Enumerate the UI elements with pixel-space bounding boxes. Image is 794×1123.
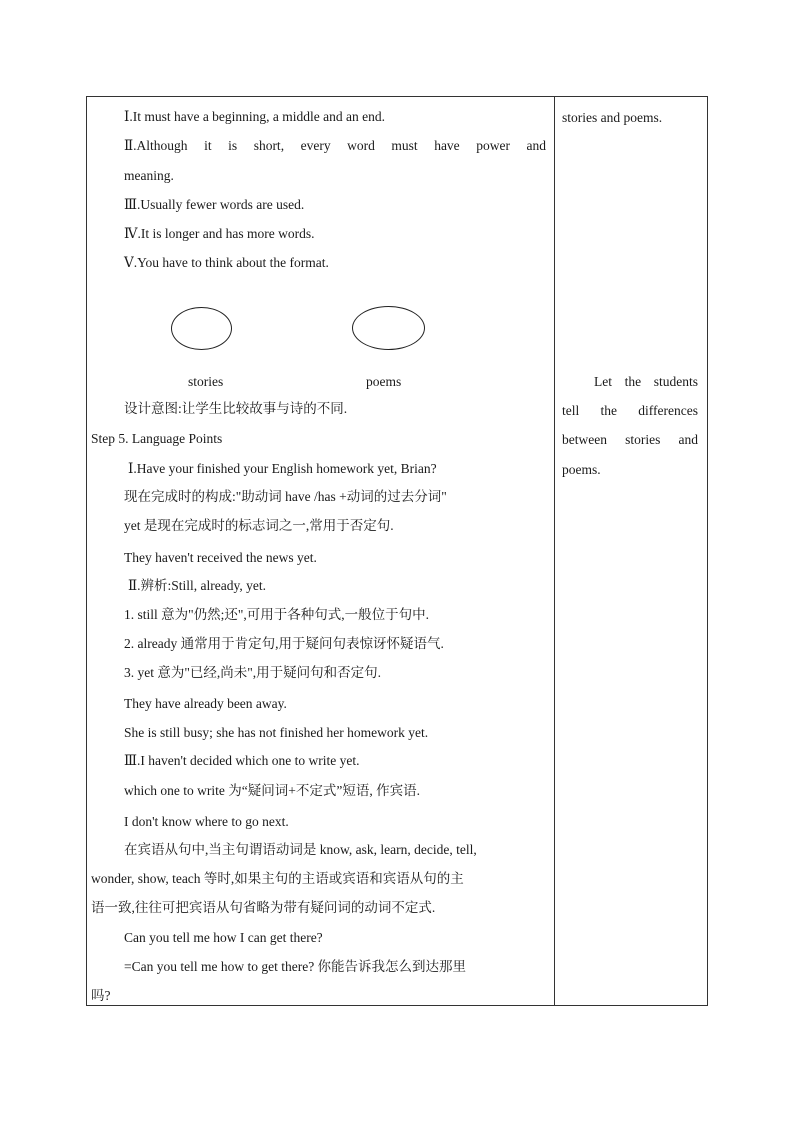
stories-ellipse <box>171 307 232 350</box>
lp1-question: Ⅰ.Have your finished your English homework yet, Brian? <box>128 461 437 476</box>
list-item-2: Ⅱ.Although it is short, every word must have power and <box>124 138 546 153</box>
list-item-3: Ⅲ.Usually fewer words are used. <box>124 197 305 212</box>
lp3-example-question: Can you tell me how I can get there? <box>124 930 323 945</box>
lp3-rule-line-2: wonder, show, teach 等时,如果主句的主语或宾语和宾语从句的主 <box>91 871 464 886</box>
lp3-example-equivalent-cont: 吗? <box>91 988 111 1003</box>
list-item-4: Ⅳ.It is longer and has more words. <box>124 226 315 241</box>
lp2-item-3: 3. yet 意为"已经,尚未",用于疑问句和否定句. <box>124 665 382 680</box>
lp3-rule-line-1: 在宾语从句中,当主句谓语动词是 know, ask, learn, decide, tell, <box>124 842 477 857</box>
lp1-example: They haven't received the news yet. <box>124 550 317 565</box>
ellipse-label-stories: stories <box>188 374 224 389</box>
lp3-note: which one to write 为“疑问词+不定式”短语, 作宾语. <box>124 783 420 798</box>
list-item-1: Ⅰ.It must have a beginning, a middle and an end. <box>124 109 386 124</box>
lp3-example-equivalent: =Can you tell me how to get there? 你能告诉我怎么到达那里 <box>124 959 467 974</box>
list-item-5: Ⅴ.You have to think about the format. <box>124 255 329 270</box>
right-note-line-2: tell the differences <box>562 403 698 418</box>
lp3-rule-line-3: 语一致,往往可把宾语从句省略为带有疑问词的动词不定式. <box>91 900 436 915</box>
lp3-example: I don't know where to go next. <box>124 814 289 829</box>
lp1-form: 现在完成时的构成:"助动词 have /has +动词的过去分词" <box>124 489 447 504</box>
design-intent: 设计意图:让学生比较故事与诗的不同. <box>124 401 348 416</box>
lp2-example-2: She is still busy; she has not finished her homework yet. <box>124 725 429 740</box>
step5-heading: Step 5. Language Points <box>91 431 223 446</box>
right-top-text: stories and poems. <box>562 110 663 125</box>
lp2-item-2: 2. already 通常用于肯定句,用于疑问句表惊讶怀疑语气. <box>124 636 444 651</box>
lp1-yet: yet 是现在完成时的标志词之一,常用于否定句. <box>124 518 394 533</box>
lp2-example-1: They have already been away. <box>124 696 287 711</box>
right-note-line-3: between stories and <box>562 432 698 447</box>
right-note-line-4: poems. <box>562 462 601 477</box>
column-divider <box>554 96 555 1006</box>
poems-ellipse <box>352 306 425 350</box>
right-note-line-1: Let the students <box>594 374 698 389</box>
list-item-2-cont: meaning. <box>124 168 174 183</box>
ellipse-label-poems: poems <box>366 374 402 389</box>
lp3-title: Ⅲ.I haven't decided which one to write yet. <box>124 753 360 768</box>
lp2-title: Ⅱ.辨析:Still, already, yet. <box>128 578 267 593</box>
lp2-item-1: 1. still 意为"仍然;还",可用于各种句式,一般位于句中. <box>124 607 430 622</box>
